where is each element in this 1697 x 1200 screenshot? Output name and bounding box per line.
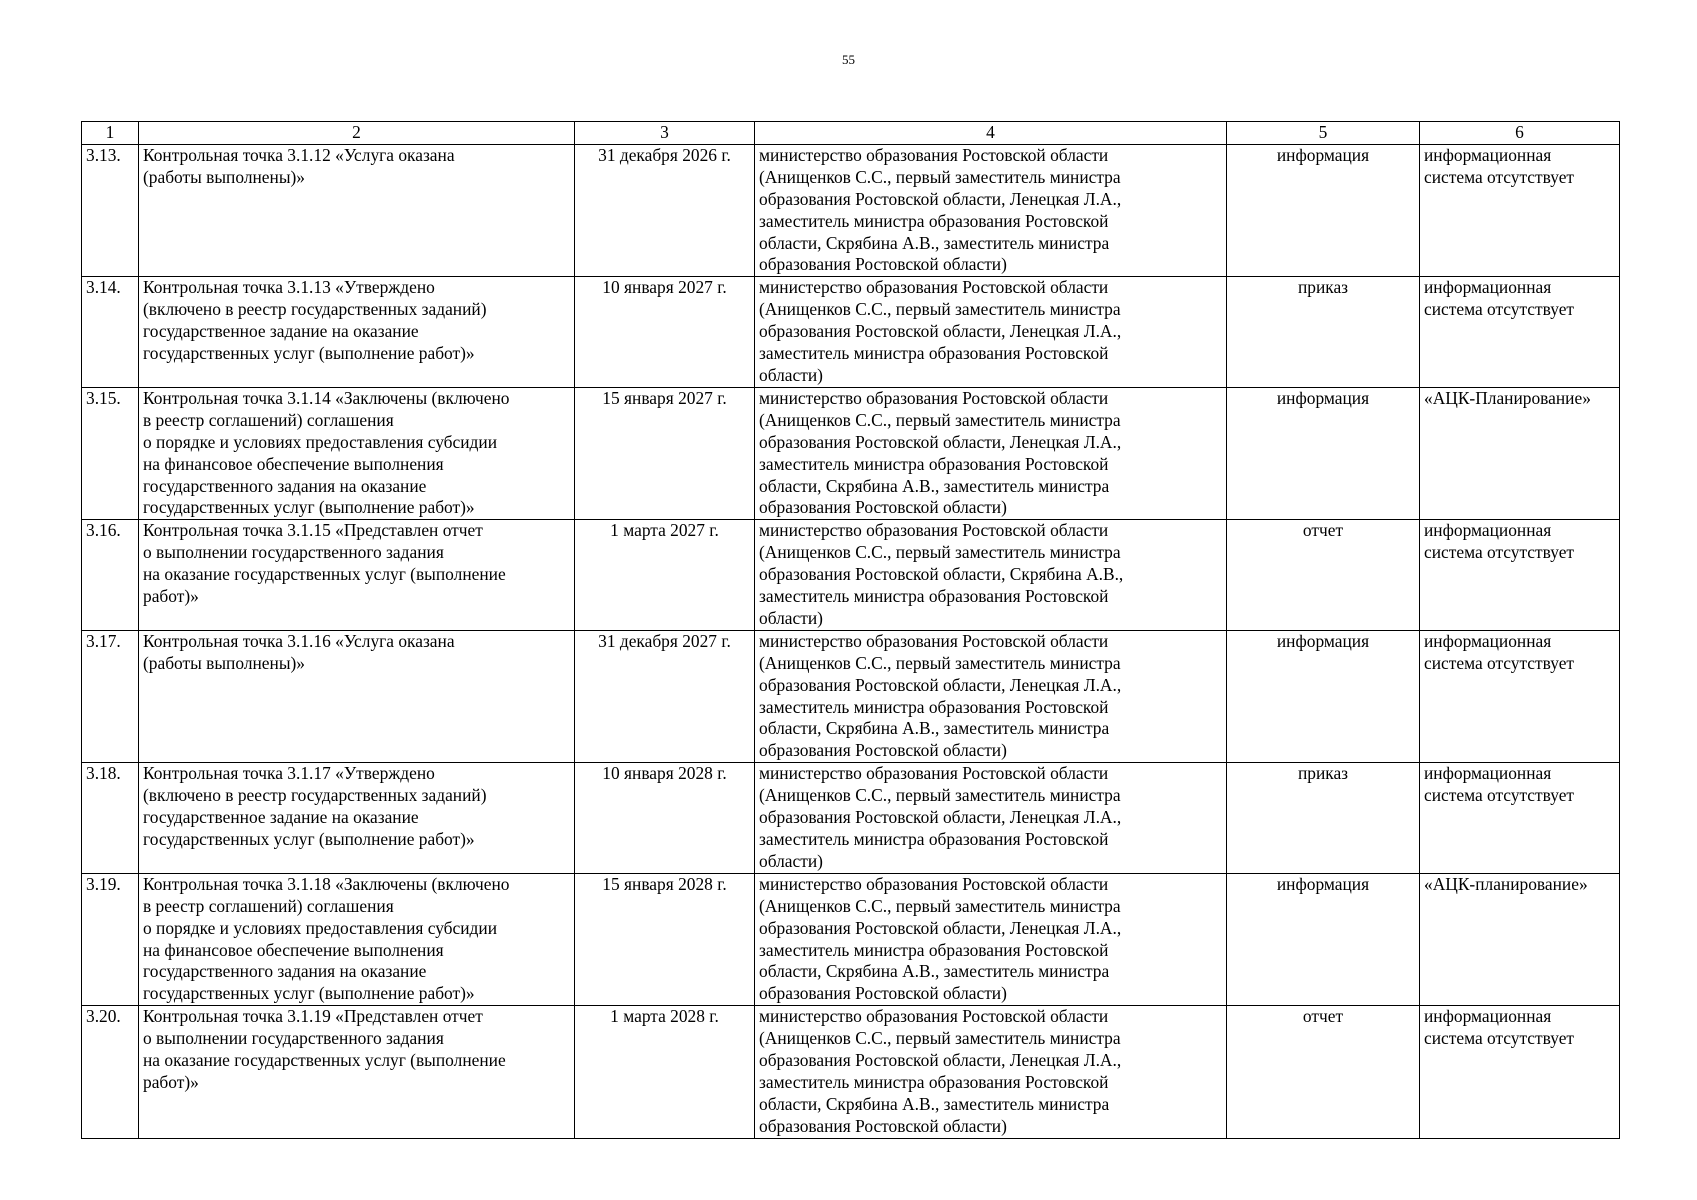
- row-number: 3.14.: [82, 277, 139, 388]
- control-point-name: Контрольная точка 3.1.13 «Утверждено (включено в реестр государственных заданий) государственное задание на оказание государственных услуг (выполнение работ)»: [139, 277, 575, 388]
- deadline-date: 31 декабря 2026 г.: [575, 144, 755, 276]
- information-system: информационная система отсутствует: [1420, 144, 1620, 276]
- information-system: «АЦК-Планирование»: [1420, 387, 1620, 519]
- deadline-date: 15 января 2027 г.: [575, 387, 755, 519]
- column-header-1: 1: [82, 122, 139, 145]
- information-system: информационная система отсутствует: [1420, 277, 1620, 388]
- column-header-2: 2: [139, 122, 575, 145]
- table-row: [82, 277, 1620, 388]
- responsible-executor: министерство образования Ростовской области (Анищенков С.С., первый заместитель министра образования Ростовской области, Ленецкая Л.А., заместитель министра образования Ростовской области, Скрябина А.В., заместитель министра образования Ростовской области): [755, 144, 1227, 276]
- control-point-name: Контрольная точка 3.1.18 «Заключены (включено в реестр соглашений) соглашения о порядке и условиях предоставления субсидии на финансовое обеспечение выполнения государственного задания на оказание государственных услуг (выполнение работ)»: [139, 873, 575, 1005]
- information-system: информационная система отсутствует: [1420, 1006, 1620, 1138]
- document-type: отчет: [1227, 520, 1420, 631]
- page-number: 55: [842, 52, 855, 67]
- responsible-executor: министерство образования Ростовской области (Анищенков С.С., первый заместитель министра образования Ростовской области, Ленецкая Л.А., заместитель министра образования Ростовской области): [755, 277, 1227, 388]
- deadline-date: 15 января 2028 г.: [575, 873, 755, 1005]
- responsible-executor: министерство образования Ростовской области (Анищенков С.С., первый заместитель министра образования Ростовской области, Ленецкая Л.А., заместитель министра образования Ростовской области, Скрябина А.В., заместитель министра образования Ростовской области): [755, 387, 1227, 519]
- row-number: 3.13.: [82, 144, 139, 276]
- table-row: [82, 630, 1620, 762]
- row-number: 3.20.: [82, 1006, 139, 1138]
- control-point-name: Контрольная точка 3.1.19 «Представлен отчет о выполнении государственного задания на оказание государственных услуг (выполнение работ)»: [139, 1006, 575, 1138]
- column-header-3: 3: [575, 122, 755, 145]
- information-system: информационная система отсутствует: [1420, 763, 1620, 874]
- column-header-5: 5: [1227, 122, 1420, 145]
- document-type: приказ: [1227, 277, 1420, 388]
- control-point-name: Контрольная точка 3.1.17 «Утверждено (включено в реестр государственных заданий) государственное задание на оказание государственных услуг (выполнение работ)»: [139, 763, 575, 874]
- control-point-name: Контрольная точка 3.1.12 «Услуга оказана (работы выполнены)»: [139, 144, 575, 276]
- document-type: информация: [1227, 387, 1420, 519]
- responsible-executor: министерство образования Ростовской области (Анищенков С.С., первый заместитель министра образования Ростовской области, Ленецкая Л.А., заместитель министра образования Ростовской области, Скрябина А.В., заместитель министра образования Ростовской области): [755, 1006, 1227, 1138]
- document-type: приказ: [1227, 763, 1420, 874]
- row-number: 3.17.: [82, 630, 139, 762]
- table-row: [82, 387, 1620, 519]
- information-system: «АЦК-планирование»: [1420, 873, 1620, 1005]
- table-row: [82, 1006, 1620, 1138]
- control-point-name: Контрольная точка 3.1.14 «Заключены (включено в реестр соглашений) соглашения о порядке и условиях предоставления субсидии на финансовое обеспечение выполнения государственного задания на оказание государственных услуг (выполнение работ)»: [139, 387, 575, 519]
- document-type: информация: [1227, 144, 1420, 276]
- control-points-table: [81, 121, 1620, 1139]
- deadline-date: 1 марта 2028 г.: [575, 1006, 755, 1138]
- information-system: информационная система отсутствует: [1420, 630, 1620, 762]
- deadline-date: 1 марта 2027 г.: [575, 520, 755, 631]
- column-header-6: 6: [1420, 122, 1620, 145]
- table-row: [82, 144, 1620, 276]
- control-point-name: Контрольная точка 3.1.16 «Услуга оказана (работы выполнены)»: [139, 630, 575, 762]
- document-type: информация: [1227, 873, 1420, 1005]
- document-type: отчет: [1227, 1006, 1420, 1138]
- column-header-4: 4: [755, 122, 1227, 145]
- control-point-name: Контрольная точка 3.1.15 «Представлен отчет о выполнении государственного задания на оказание государственных услуг (выполнение работ)»: [139, 520, 575, 631]
- row-number: 3.15.: [82, 387, 139, 519]
- row-number: 3.16.: [82, 520, 139, 631]
- table-row: [82, 520, 1620, 631]
- row-number: 3.18.: [82, 763, 139, 874]
- deadline-date: 10 января 2027 г.: [575, 277, 755, 388]
- document-type: информация: [1227, 630, 1420, 762]
- deadline-date: 31 декабря 2027 г.: [575, 630, 755, 762]
- responsible-executor: министерство образования Ростовской области (Анищенков С.С., первый заместитель министра образования Ростовской области, Ленецкая Л.А., заместитель министра образования Ростовской области): [755, 763, 1227, 874]
- information-system: информационная система отсутствует: [1420, 520, 1620, 631]
- responsible-executor: министерство образования Ростовской области (Анищенков С.С., первый заместитель министра образования Ростовской области, Ленецкая Л.А., заместитель министра образования Ростовской области, Скрябина А.В., заместитель министра образования Ростовской области): [755, 630, 1227, 762]
- deadline-date: 10 января 2028 г.: [575, 763, 755, 874]
- row-number: 3.19.: [82, 873, 139, 1005]
- responsible-executor: министерство образования Ростовской области (Анищенков С.С., первый заместитель министра образования Ростовской области, Ленецкая Л.А., заместитель министра образования Ростовской области, Скрябина А.В., заместитель министра образования Ростовской области): [755, 873, 1227, 1005]
- table-row: [82, 763, 1620, 874]
- responsible-executor: министерство образования Ростовской области (Анищенков С.С., первый заместитель министра образования Ростовской области, Скрябина А.В., заместитель министра образования Ростовской области): [755, 520, 1227, 631]
- table-row: [82, 873, 1620, 1005]
- table-header-row: [82, 122, 1620, 145]
